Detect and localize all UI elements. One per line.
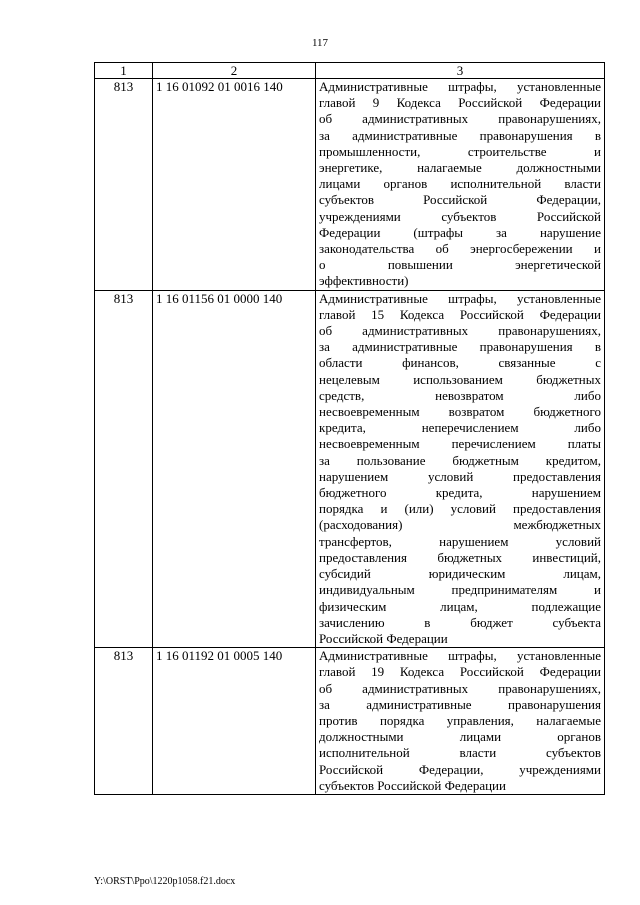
budget-classification-code-cell: 1 16 01092 01 0016 140 bbox=[153, 79, 316, 291]
budget-codes-table bbox=[94, 62, 605, 795]
revenue-description-cell bbox=[316, 79, 605, 291]
description-line: нецелевым использованием бюджетных bbox=[319, 371, 601, 387]
description-line: главой 19 Кодекса Российской Федерации bbox=[319, 664, 601, 680]
description-line: Федерации (штрафы за нарушение bbox=[319, 224, 601, 240]
description-line: субъектов Российской Федерации bbox=[319, 777, 506, 793]
description-line: за административные правонарушения в bbox=[319, 127, 601, 143]
description-line: промышленности, строительстве и bbox=[319, 143, 601, 159]
description-line: порядка и (или) условий предоставления bbox=[319, 501, 601, 517]
description-line: несвоевременным перечислением платы bbox=[319, 436, 601, 452]
description-line: за административные правонарушения bbox=[319, 696, 601, 712]
description-line: Административные штрафы, установленные bbox=[319, 290, 601, 306]
description-line: зачислению в бюджет субъекта bbox=[319, 614, 601, 630]
table-row bbox=[95, 79, 605, 291]
description-line: учреждениями субъектов Российской bbox=[319, 208, 601, 224]
revenue-description-cell bbox=[316, 290, 605, 647]
column-header-1: 1 bbox=[95, 63, 153, 79]
revenue-description-cell bbox=[316, 648, 605, 795]
description-line: несвоевременным возвратом бюджетного bbox=[319, 404, 601, 420]
administrator-code-cell: 813 bbox=[95, 290, 153, 647]
description-line: области финансов, связанные с bbox=[319, 355, 601, 371]
description-line: эффективности) bbox=[319, 273, 409, 289]
budget-classification-code-cell: 1 16 01156 01 0000 140 bbox=[153, 290, 316, 647]
column-header-2: 2 bbox=[153, 63, 316, 79]
description-line: физическим лицам, подлежащие bbox=[319, 598, 601, 614]
description-line: субсидий юридическим лицам, bbox=[319, 566, 601, 582]
description-line: (расходования) межбюджетных bbox=[319, 517, 601, 533]
description-line: должностными лицами органов bbox=[319, 729, 601, 745]
description-line: трансфертов, нарушением условий bbox=[319, 533, 601, 549]
description-line: главой 9 Кодекса Российской Федерации bbox=[319, 95, 601, 111]
page-number: 117 bbox=[311, 37, 329, 49]
administrator-code-cell: 813 bbox=[95, 79, 153, 291]
table-row bbox=[95, 290, 605, 647]
description-line: Российской Федерации bbox=[319, 630, 448, 646]
table-row bbox=[95, 648, 605, 795]
description-line: главой 15 Кодекса Российской Федерации bbox=[319, 306, 601, 322]
file-path-footer: Y:\ORST\Ppo\1220p1058.f21.docx bbox=[94, 876, 236, 887]
budget-classification-code-cell: 1 16 01192 01 0005 140 bbox=[153, 648, 316, 795]
description-line: средств, невозвратом либо bbox=[319, 387, 601, 403]
description-line: об административных правонарушениях, bbox=[319, 680, 601, 696]
description-line: Российской Федерации, учреждениями bbox=[319, 761, 601, 777]
description-line: кредита, неперечислением либо bbox=[319, 420, 601, 436]
description-line: законодательства об энергосбережении и bbox=[319, 241, 601, 257]
description-line: за административные правонарушения в bbox=[319, 339, 601, 355]
description-line: за пользование бюджетным кредитом, bbox=[319, 452, 601, 468]
description-line: предоставления бюджетных инвестиций, bbox=[319, 549, 601, 565]
description-line: нарушением условий предоставления bbox=[319, 468, 601, 484]
description-line: Административные штрафы, установленные bbox=[319, 648, 601, 664]
column-header-3: 3 bbox=[316, 63, 605, 79]
description-line: индивидуальным предпринимателям и bbox=[319, 582, 601, 598]
description-line: об административных правонарушениях, bbox=[319, 111, 601, 127]
description-line: исполнительной власти субъектов bbox=[319, 745, 601, 761]
table-header-row bbox=[95, 63, 605, 79]
description-line: об административных правонарушениях, bbox=[319, 323, 601, 339]
description-line: против порядка управления, налагаемые bbox=[319, 712, 601, 728]
description-line: о повышении энергетической bbox=[319, 257, 601, 273]
administrator-code-cell: 813 bbox=[95, 648, 153, 795]
description-line: субъектов Российской Федерации, bbox=[319, 192, 601, 208]
description-line: энергетике, налагаемые должностными bbox=[319, 160, 601, 176]
description-line: лицами органов исполнительной власти bbox=[319, 176, 601, 192]
description-line: Административные штрафы, установленные bbox=[319, 79, 601, 94]
description-line: бюджетного кредита, нарушением bbox=[319, 485, 601, 501]
